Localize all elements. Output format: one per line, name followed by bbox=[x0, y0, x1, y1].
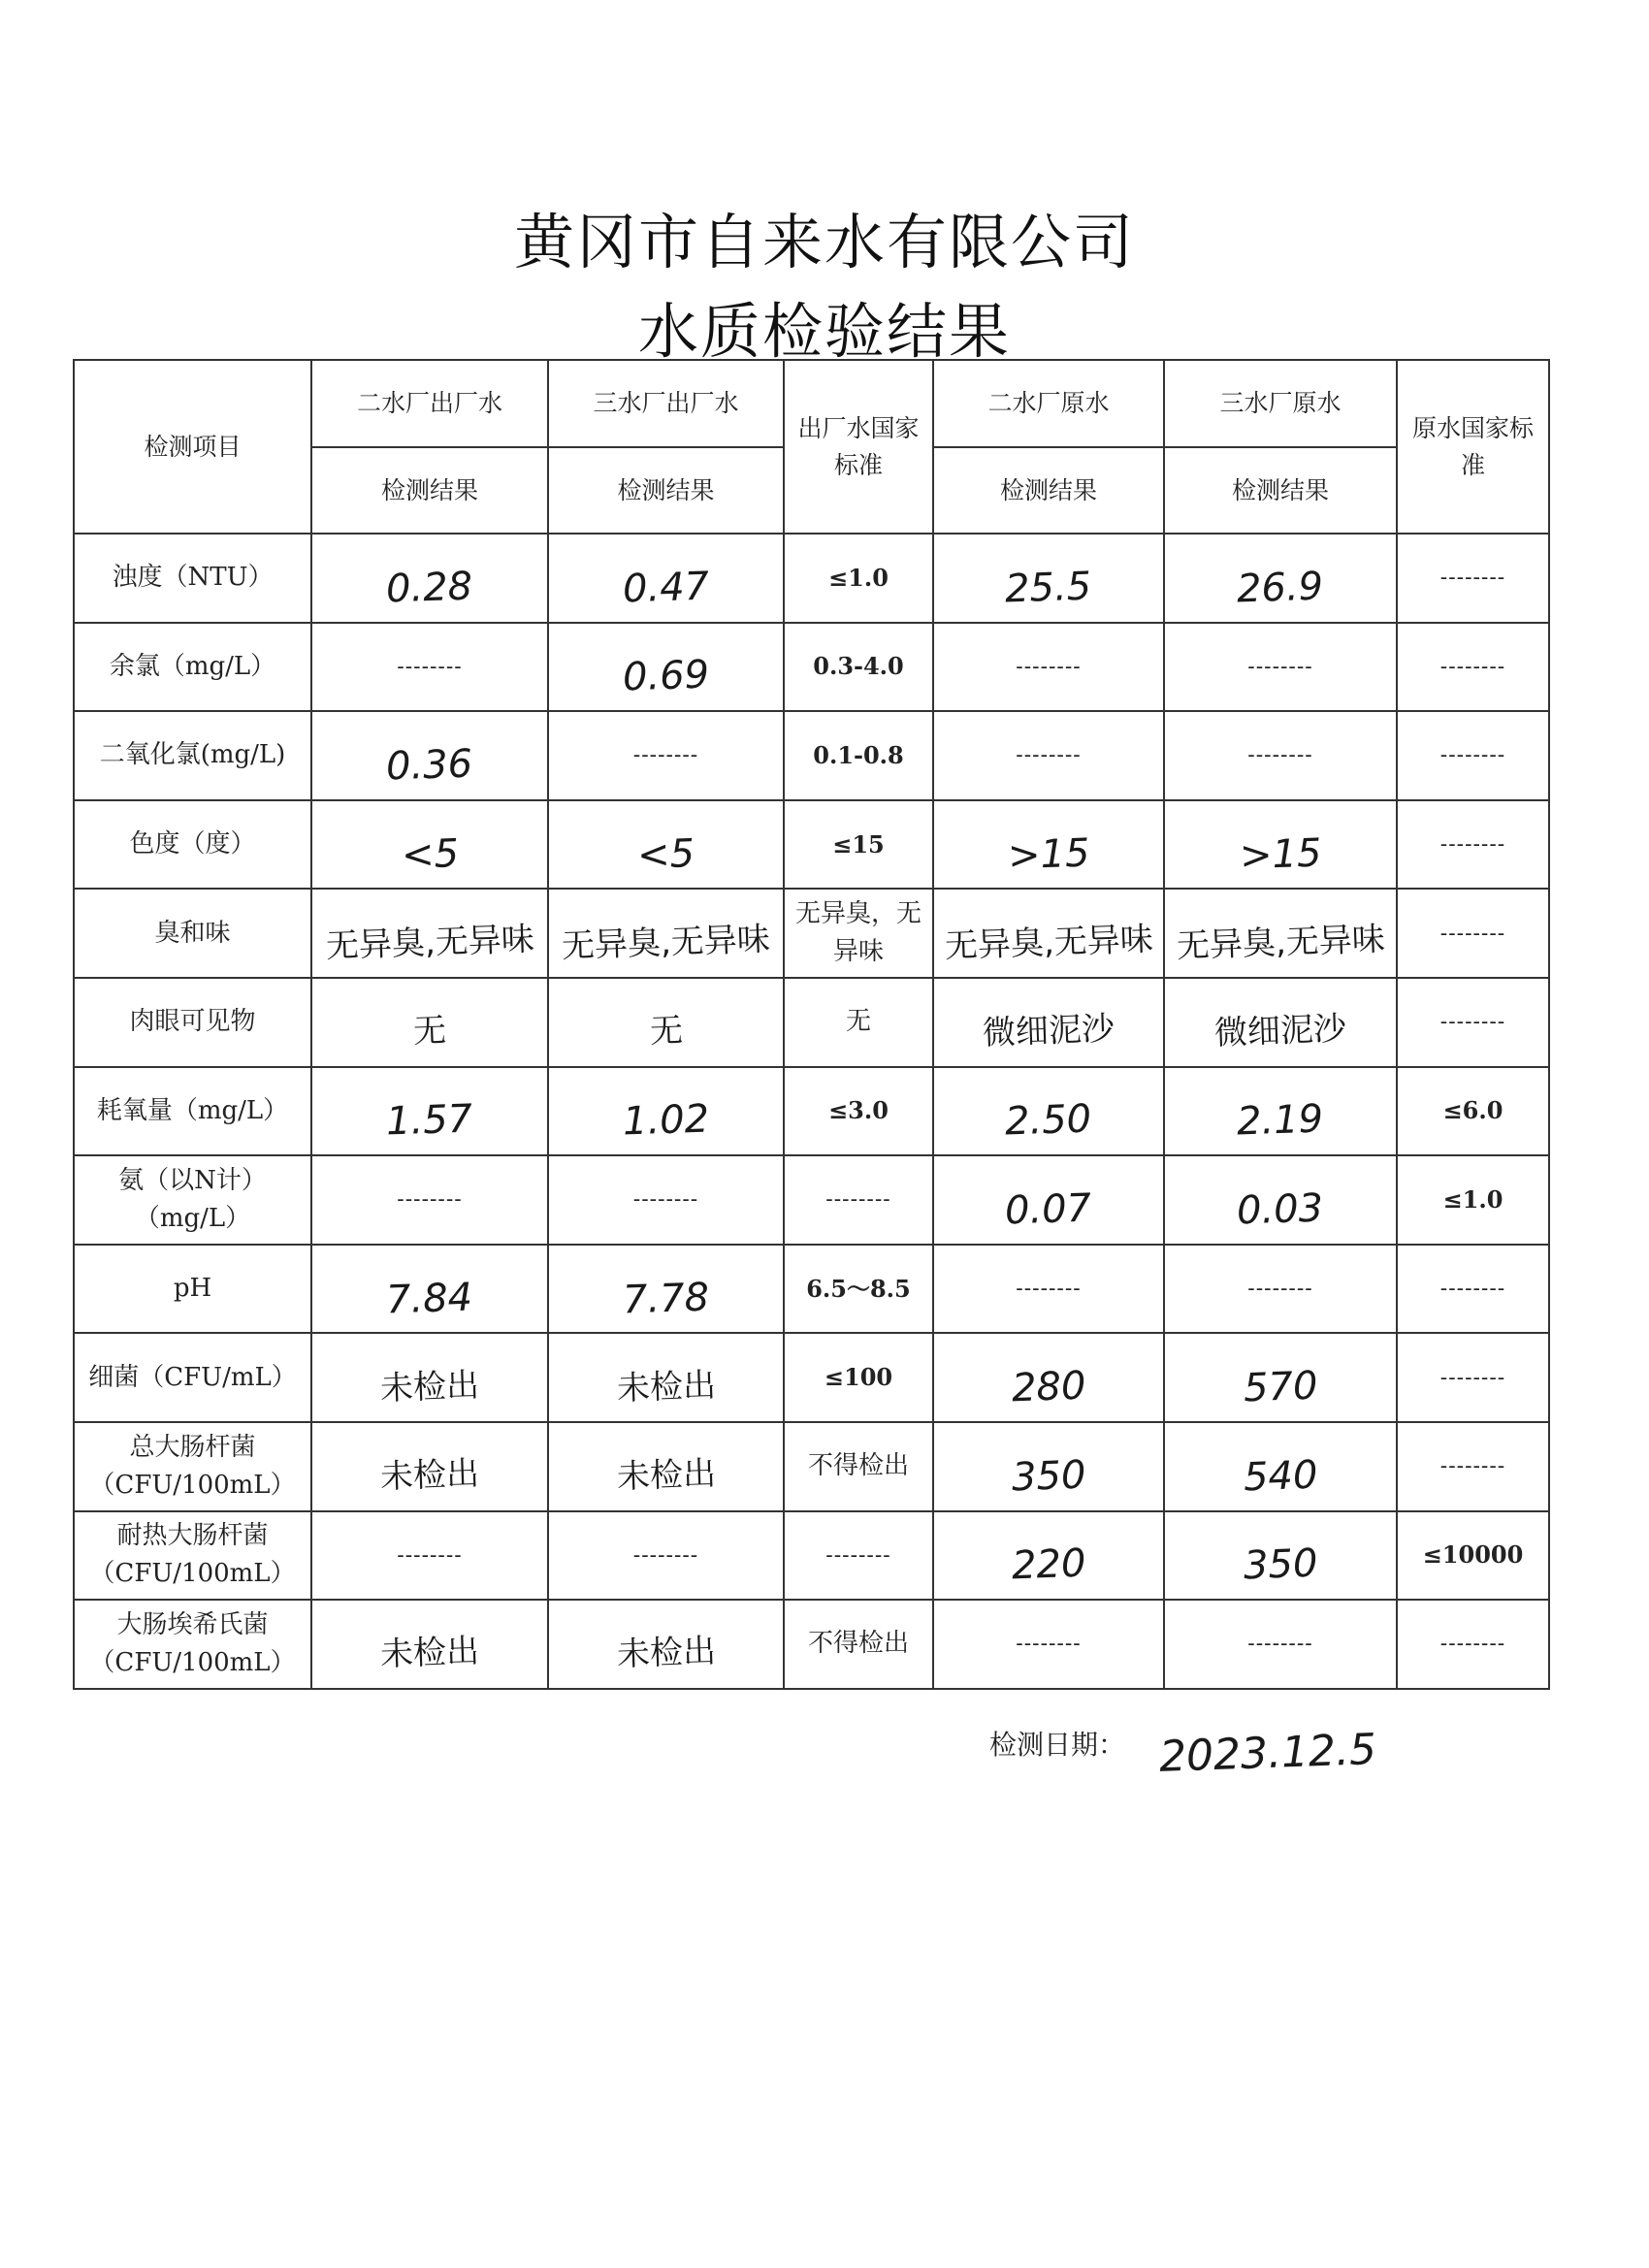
row-item: 余氯（mg/L） bbox=[74, 623, 311, 712]
cell-plant3-raw bbox=[1164, 889, 1397, 978]
cell-raw-standard: -------- bbox=[1397, 800, 1549, 890]
cell-plant3-out bbox=[548, 978, 784, 1067]
cell-plant2-out: -------- bbox=[311, 623, 548, 712]
cell-plant2-raw bbox=[933, 1422, 1164, 1511]
handwritten-value: 540 bbox=[1243, 1452, 1318, 1501]
handwritten-value: 无 bbox=[412, 1011, 447, 1052]
row-item: 耐热大肠杆菌（CFU/100mL） bbox=[74, 1511, 311, 1601]
row-item: 浊度（NTU） bbox=[74, 534, 311, 623]
results-table bbox=[73, 359, 1550, 1690]
cell-plant2-raw bbox=[933, 800, 1164, 890]
cell-plant2-out bbox=[311, 1600, 548, 1689]
cell-plant2-raw bbox=[933, 978, 1164, 1067]
cell-plant3-raw bbox=[1164, 1511, 1397, 1601]
cell-plant3-out bbox=[548, 889, 784, 978]
cell-plant3-raw bbox=[1164, 1067, 1397, 1156]
date-label: 检测日期： bbox=[989, 1729, 1126, 1761]
handwritten-value: 0.47 bbox=[622, 564, 710, 612]
handwritten-value: 未检出 bbox=[615, 1454, 717, 1498]
cell-plant3-raw: -------- bbox=[1164, 1245, 1397, 1334]
handwritten-value: 未检出 bbox=[615, 1365, 717, 1409]
handwritten-value: 无异臭,无异味 bbox=[324, 919, 535, 966]
cell-out-standard: 不得检出 bbox=[784, 1422, 933, 1511]
table-row bbox=[74, 534, 1549, 623]
cell-plant2-out: -------- bbox=[311, 1511, 548, 1601]
row-item: 耗氧量（mg/L） bbox=[74, 1067, 311, 1156]
cell-out-standard: 0.1-0.8 bbox=[784, 711, 933, 800]
cell-plant2-raw bbox=[933, 1067, 1164, 1156]
cell-plant3-raw: -------- bbox=[1164, 711, 1397, 800]
row-item: 总大肠杆菌（CFU/100mL） bbox=[74, 1422, 311, 1511]
cell-plant2-out bbox=[311, 711, 548, 800]
cell-raw-standard: -------- bbox=[1397, 1333, 1549, 1422]
cell-out-standard: 0.3-4.0 bbox=[784, 623, 933, 712]
header-result: 检测结果 bbox=[1164, 447, 1397, 534]
cell-out-standard: ≤1.0 bbox=[784, 534, 933, 623]
table-row bbox=[74, 1422, 1549, 1511]
cell-plant2-out bbox=[311, 1333, 548, 1422]
handwritten-value: 未检出 bbox=[379, 1365, 480, 1409]
row-item: pH bbox=[74, 1245, 311, 1334]
cell-plant2-raw bbox=[933, 1155, 1164, 1245]
cell-plant2-out bbox=[311, 800, 548, 890]
cell-plant3-raw bbox=[1164, 1155, 1397, 1245]
cell-raw-standard: -------- bbox=[1397, 534, 1549, 623]
handwritten-value: 25.5 bbox=[1004, 564, 1093, 612]
cell-out-standard: -------- bbox=[784, 1155, 933, 1245]
header-raw-standard: 原水国家标准 bbox=[1397, 360, 1549, 534]
cell-plant3-out: -------- bbox=[548, 1155, 784, 1245]
table-row bbox=[74, 1333, 1549, 1422]
handwritten-value: 350 bbox=[1011, 1452, 1086, 1501]
cell-raw-standard: ≤1.0 bbox=[1397, 1155, 1549, 1245]
cell-plant3-raw: -------- bbox=[1164, 1600, 1397, 1689]
handwritten-value: 无异臭,无异味 bbox=[1175, 919, 1386, 966]
handwritten-value: 26.9 bbox=[1236, 564, 1325, 612]
cell-plant2-raw bbox=[933, 889, 1164, 978]
cell-out-standard: ≤15 bbox=[784, 800, 933, 890]
cell-out-standard: 6.5～8.5 bbox=[784, 1245, 933, 1334]
handwritten-value: 280 bbox=[1011, 1363, 1086, 1411]
handwritten-value: 220 bbox=[1011, 1541, 1086, 1589]
handwritten-value: 1.02 bbox=[622, 1096, 710, 1145]
handwritten-value: 1.57 bbox=[385, 1096, 474, 1145]
table-row bbox=[74, 623, 1549, 712]
row-item: 氨（以N计）（mg/L） bbox=[74, 1155, 311, 1245]
header-result: 检测结果 bbox=[548, 447, 784, 534]
cell-plant2-out bbox=[311, 889, 548, 978]
cell-raw-standard: -------- bbox=[1397, 978, 1549, 1067]
table-row bbox=[74, 978, 1549, 1067]
header-plant3-out: 三水厂出厂水 bbox=[548, 360, 784, 447]
row-item: 细菌（CFU/mL） bbox=[74, 1333, 311, 1422]
handwritten-value: 0.07 bbox=[1004, 1185, 1093, 1234]
cell-plant3-out bbox=[548, 800, 784, 890]
cell-plant2-raw: -------- bbox=[933, 1245, 1164, 1334]
header-plant2-out: 二水厂出厂水 bbox=[311, 360, 548, 447]
table-row bbox=[74, 889, 1549, 978]
cell-out-standard: ≤100 bbox=[784, 1333, 933, 1422]
row-item: 肉眼可见物 bbox=[74, 978, 311, 1067]
cell-raw-standard: -------- bbox=[1397, 623, 1549, 712]
cell-out-standard: 无 bbox=[784, 978, 933, 1067]
cell-raw-standard: -------- bbox=[1397, 1422, 1549, 1511]
row-item: 二氧化氯(mg/L) bbox=[74, 711, 311, 800]
cell-plant2-raw: -------- bbox=[933, 623, 1164, 712]
cell-out-standard: 无异臭，无异味 bbox=[784, 889, 933, 978]
row-item: 色度（度） bbox=[74, 800, 311, 890]
row-item: 臭和味 bbox=[74, 889, 311, 978]
handwritten-value: 7.84 bbox=[385, 1275, 474, 1323]
cell-plant2-raw bbox=[933, 1333, 1164, 1422]
cell-raw-standard: -------- bbox=[1397, 711, 1549, 800]
handwritten-value: 570 bbox=[1243, 1363, 1318, 1411]
cell-plant2-raw: -------- bbox=[933, 1600, 1164, 1689]
cell-raw-standard: ≤10000 bbox=[1397, 1511, 1549, 1601]
table-row bbox=[74, 1155, 1549, 1245]
handwritten-value: 7.78 bbox=[622, 1275, 710, 1323]
cell-raw-standard: ≤6.0 bbox=[1397, 1067, 1549, 1156]
cell-plant3-out bbox=[548, 1600, 784, 1689]
handwritten-value: 350 bbox=[1243, 1541, 1318, 1589]
cell-plant3-out bbox=[548, 1422, 784, 1511]
header-result: 检测结果 bbox=[311, 447, 548, 534]
page-subtitle: 水质检验结果 bbox=[637, 296, 1011, 367]
table-row bbox=[74, 1067, 1549, 1156]
cell-raw-standard: -------- bbox=[1397, 1600, 1549, 1689]
header-plant2-raw: 二水厂原水 bbox=[933, 360, 1164, 447]
cell-plant3-out bbox=[548, 1333, 784, 1422]
header-out-standard: 出厂水国家标准 bbox=[784, 360, 933, 534]
cell-plant2-raw: -------- bbox=[933, 711, 1164, 800]
handwritten-value: 0.03 bbox=[1236, 1185, 1325, 1234]
handwritten-value: 微细泥沙 bbox=[1213, 1009, 1347, 1053]
cell-plant3-out: -------- bbox=[548, 711, 784, 800]
table-row bbox=[74, 711, 1549, 800]
cell-plant3-out: -------- bbox=[548, 1511, 784, 1601]
table-row bbox=[74, 1600, 1549, 1689]
cell-plant3-out bbox=[548, 534, 784, 623]
handwritten-value: 2.19 bbox=[1236, 1096, 1325, 1145]
cell-plant3-raw bbox=[1164, 1333, 1397, 1422]
cell-plant3-raw: -------- bbox=[1164, 623, 1397, 712]
handwritten-value: 无 bbox=[648, 1011, 684, 1052]
header-plant3-raw: 三水厂原水 bbox=[1164, 360, 1397, 447]
handwritten-value: 0.28 bbox=[385, 564, 474, 612]
cell-plant3-out bbox=[548, 623, 784, 712]
cell-plant2-out bbox=[311, 534, 548, 623]
row-item: 大肠埃希氏菌（CFU/100mL） bbox=[74, 1600, 311, 1689]
page-title: 黄冈市自来水有限公司 bbox=[513, 207, 1135, 277]
cell-out-standard: 不得检出 bbox=[784, 1600, 933, 1689]
cell-plant2-out: -------- bbox=[311, 1155, 548, 1245]
table-row bbox=[74, 800, 1549, 890]
cell-plant2-raw bbox=[933, 1511, 1164, 1601]
cell-plant2-out bbox=[311, 1422, 548, 1511]
header-item: 检测项目 bbox=[74, 360, 311, 534]
test-date bbox=[989, 1715, 1377, 1782]
handwritten-value: 无异臭,无异味 bbox=[561, 919, 771, 966]
handwritten-value: 0.36 bbox=[385, 741, 474, 790]
cell-plant3-out bbox=[548, 1067, 784, 1156]
handwritten-value: <5 bbox=[400, 830, 460, 878]
header-result: 检测结果 bbox=[933, 447, 1164, 534]
table-row bbox=[74, 1245, 1549, 1334]
cell-plant3-raw bbox=[1164, 978, 1397, 1067]
cell-out-standard: -------- bbox=[784, 1511, 933, 1601]
cell-raw-standard: -------- bbox=[1397, 889, 1549, 978]
handwritten-value: 未检出 bbox=[379, 1632, 480, 1675]
handwritten-value: 微细泥沙 bbox=[982, 1009, 1116, 1053]
cell-plant2-out bbox=[311, 978, 548, 1067]
handwritten-value: >15 bbox=[1239, 830, 1322, 879]
handwritten-value: 未检出 bbox=[615, 1632, 717, 1675]
cell-plant3-raw bbox=[1164, 1422, 1397, 1511]
cell-plant3-raw bbox=[1164, 800, 1397, 890]
cell-out-standard: ≤3.0 bbox=[784, 1067, 933, 1156]
handwritten-value: <5 bbox=[636, 830, 695, 878]
handwritten-value: 0.69 bbox=[622, 652, 710, 700]
cell-plant2-out bbox=[311, 1245, 548, 1334]
cell-raw-standard: -------- bbox=[1397, 1245, 1549, 1334]
cell-plant2-out bbox=[311, 1067, 548, 1156]
handwritten-value: >15 bbox=[1007, 830, 1090, 879]
handwritten-value: 无异臭,无异味 bbox=[943, 919, 1154, 966]
cell-plant3-raw bbox=[1164, 534, 1397, 623]
cell-plant2-raw bbox=[933, 534, 1164, 623]
handwritten-value: 2.50 bbox=[1004, 1096, 1093, 1145]
date-value: 2023.12.5 bbox=[1158, 1725, 1377, 1782]
cell-plant3-out bbox=[548, 1245, 784, 1334]
handwritten-value: 未检出 bbox=[379, 1454, 480, 1498]
table-row bbox=[74, 1511, 1549, 1601]
